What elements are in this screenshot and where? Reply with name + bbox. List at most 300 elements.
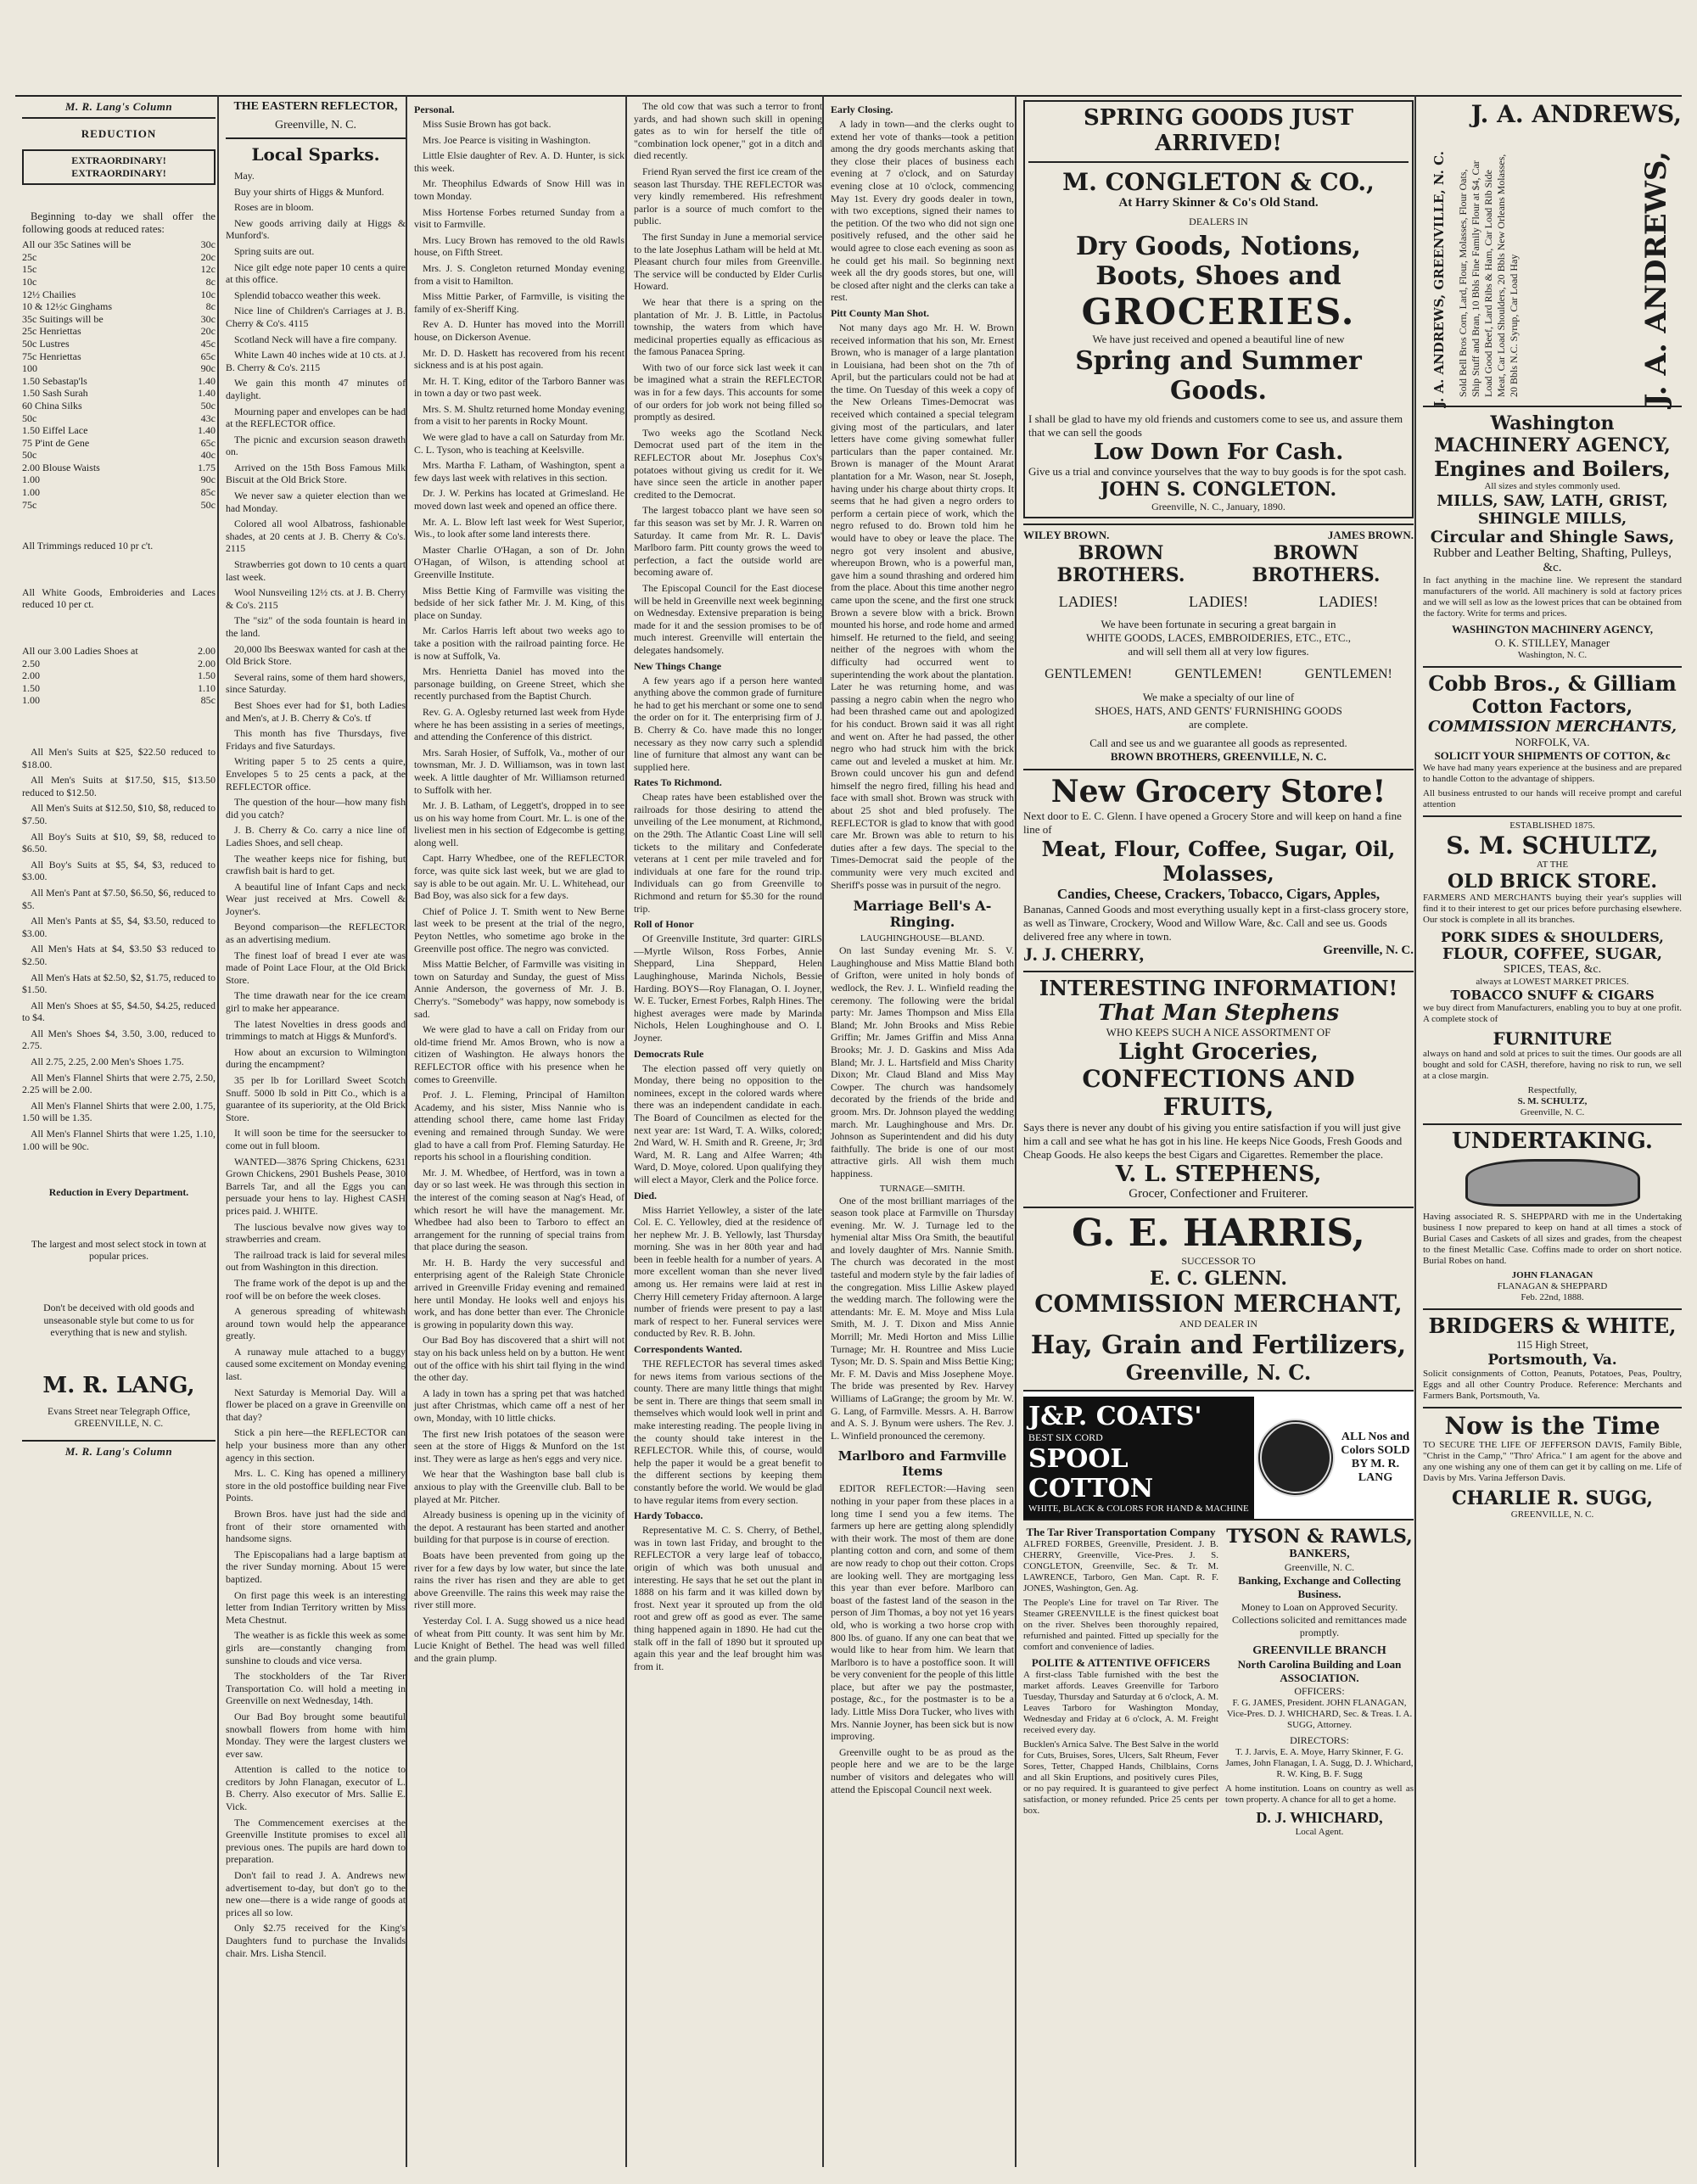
price-item: 35c Suitings will be	[22, 312, 104, 325]
ad-text: OFFICERS:	[1294, 1685, 1345, 1697]
mens-price-item: All Men's Shoes at $5, $4.50, $4.25, reduced to $4.	[22, 999, 216, 1024]
price-row	[22, 375, 216, 388]
price-item: 1.50 Sebastap'ls	[22, 374, 87, 387]
paper-title: THE EASTERN REFLECTOR,	[233, 100, 398, 113]
ad-headline: PORK SIDES & SHOULDERS,	[1441, 929, 1664, 945]
divider	[22, 1440, 216, 1442]
price-item: 1.50	[22, 681, 40, 694]
personal-item: Prof. J. L. Fleming, Principal of Hamilton Academy, and his sister, Miss Nannie who is attending school there, came home last Friday evening and remained through Sunday. We were glad to have a call from Prof. Fleming Saturday. He reports his school in a flourishing condition.	[414, 1089, 624, 1163]
ad-headline: North Carolina Building and Loan ASSOCIATION.	[1237, 1658, 1402, 1684]
local-item: Wool Nunsveiling 12½ cts. at J. B. Cherry & Co's. 2115	[226, 586, 406, 611]
ad-text: WHITE, BLACK & COLORS FOR HAND & MACHINE	[1028, 1504, 1249, 1514]
local-item: We gain this month 47 minutes of daylight.	[226, 377, 406, 401]
news-item: The old cow that was such a terror to front yards, and had shown such skill in opening gates as to win for herself the title of "combination lock opener," got in a ditch and died recently.	[634, 100, 822, 162]
mens-price-item: All Men's Pant at $7.50, $6.50, $6, reduced to $5.	[22, 886, 216, 911]
price-item: 2.00	[22, 669, 40, 682]
price-value: 10c	[200, 288, 216, 300]
mens-price-item: All Men's Hats at $2.50, $2, $1.75, reduced to $1.50.	[22, 971, 216, 996]
price-item: 50c Lustres	[22, 337, 70, 350]
ad-headline: SPRING GOODS JUST ARRIVED!	[1083, 105, 1354, 156]
department-text: Reduction in Every Department.	[48, 1186, 189, 1199]
ad-text: Washington, N. C.	[1517, 650, 1588, 660]
mens-price-item: All 2.75, 2.25, 2.00 Men's Shoes 1.75.	[31, 1056, 184, 1068]
personal-item: The first new Irish potatoes of the season were seen at the store of Higgs & Munford on the 1st inst. They were as large as hen's eggs and very nice.	[414, 1427, 624, 1464]
story-text: The election passed off very quietly on Monday, there being no opposition to the nominees, except in the colored wards where there was an independent candidate in each. The Board of Councilmen as elected for the next year are: 1st Ward, T. A. Wilks, colored; 2nd Ward, W. H. Smith and R. Greene, Jr; 3rd Ward, M. R. Lang and Alfee Warren; 4th Ward, D. Moye, colored. Upon qualifying they will elect a Mayor, Clerk and the Police force.	[634, 1061, 822, 1185]
personal-item: Little Elsie daughter of Rev. A. D. Hunter, is sick this week.	[414, 149, 624, 174]
ad-text: ALFRED FORBES, Greenville, President. J. B. CHERRY, Greenville, Vice-Pres. J. S. CONGLETON, Greenville, Sec. & Tr. M. LAWRENCE, Tarboro, Gen Man. Capt. R. F. JONES, Washington, Gen. Ag.	[1023, 1539, 1218, 1593]
price-value: 90c	[200, 362, 216, 375]
spool-icon	[1257, 1419, 1335, 1497]
personal-item: Master Charlie O'Hagan, a son of Dr. John O'Hagan, of Wilson, is attending school at Greenville Institute.	[414, 543, 624, 580]
divider	[226, 137, 406, 139]
price-value: 1.50	[198, 669, 216, 682]
ad-text: Grocer, Confectioner and Fruiterer.	[1129, 1187, 1308, 1201]
ad-text: Respectfully,	[1527, 1085, 1577, 1095]
mens-price-item: All Men's Flannel Shirts that were 2.00, 1.75, 1.50 will be 1.35.	[22, 1099, 216, 1124]
mens-price-item: All Men's Suits at $17.50, $15, $13.50 reduced to $12.50.	[22, 774, 216, 798]
mens-price-item: All Men's Suits at $25, $22.50 reduced to $18.00.	[22, 746, 216, 770]
personal-column	[411, 100, 628, 2159]
personal-item: Mr. Theophilus Edwards of Snow Hill was in town Monday.	[414, 177, 624, 202]
price-item: 1.50 Sash Surah	[22, 387, 88, 400]
price-row	[22, 486, 216, 499]
signature: CHARLIE R. SUGG,	[1452, 1487, 1653, 1509]
ad-text: Having associated R. S. SHEPPARD with me in the Undertaking business I now prepared to keep on hand at all times a stock of Burial Cases and Caskets of all sizes and grades, from the cheapest to the finest Metallic Case. Coffins made to order on short notice. Burial Robes on hand.	[1423, 1212, 1682, 1266]
extraordinary-label: EXTRAORDINARY!	[71, 167, 166, 179]
ad-text: SUCCESSOR TO	[1181, 1255, 1256, 1267]
local-item: Mrs. L. C. King has opened a millinery store in the old postoffice building near Five Points.	[226, 1467, 406, 1504]
ad-headline: S. M. SCHULTZ,	[1446, 832, 1659, 860]
ad-text: A home institution. Loans on country as well as town property. A chance for all to get a home.	[1225, 1784, 1414, 1805]
price-row	[22, 645, 216, 658]
ladies-label: LADIES!	[1319, 593, 1379, 610]
local-item: 20,000 lbs Beeswax wanted for cash at the Old Brick Store.	[226, 642, 406, 668]
ad-headline: E. C. GLENN.	[1149, 1268, 1288, 1290]
right-ads-column	[1420, 100, 1685, 2159]
ad-text: WHO KEEPS SUCH A NICE ASSORTMENT OF	[1106, 1026, 1331, 1039]
ad-text: Banking, Exchange and Collecting Business.	[1238, 1574, 1401, 1600]
ad-text: SHOES, HATS, AND GENTS' FURNISHING GOODS	[1095, 704, 1342, 717]
advertisements-column	[1020, 100, 1417, 2159]
news-item: Two weeks ago the Scotland Neck Democrat used part of the item in the REFLECTOR about Mr. Josephus Cox's potatoes without giving us credit for it. We have since seen the article in another paper credited to the Democrat.	[634, 426, 822, 501]
local-item: The stockholders of the Tar River Transportation Co. will hold a meeting in Greenville on next Wednesday, 14th.	[226, 1670, 406, 1707]
local-item: Stick a pin here—the REFLECTOR can help your business more than any other agency in this section.	[226, 1426, 406, 1464]
price-row	[22, 313, 216, 326]
price-row	[22, 362, 216, 375]
harris-ad	[1023, 1207, 1414, 1385]
owner-name: WILEY BROWN.	[1023, 529, 1110, 541]
subhead: Correspondents Wanted.	[634, 1343, 742, 1356]
ad-headline: Cotton Factors,	[1471, 696, 1633, 718]
local-item: New goods arriving daily at Higgs & Munford's.	[226, 216, 406, 242]
ad-headline: New Grocery Store!	[1050, 774, 1386, 809]
price-value: 1.40	[198, 387, 216, 400]
ad-text: DIRECTORS:	[1290, 1734, 1349, 1746]
personal-item: We were glad to have a call on Friday from our old-time friend Mr. Amos Brown, who is now a citizen of Washington. He always honors the REFLECTOR office with his presence when he comes to Greenville.	[414, 1023, 624, 1085]
price-value: 85c	[200, 694, 216, 707]
ad-text: always at LOWEST MARKET PRICES.	[1476, 977, 1629, 987]
local-item: The Episcopalians had a large baptism at the river Sunday morning. About 15 were baptized.	[226, 1548, 406, 1585]
ad-headline: Circular and Shingle Saws,	[1430, 528, 1675, 546]
local-sparks-column	[222, 100, 409, 2159]
subhead: LAUGHINGHOUSE—BLAND.	[860, 933, 985, 944]
personal-item: Miss Bettie King of Farmville was visiting the bedside of her sick father Mr. J. M. King, of this place on Sunday.	[414, 584, 624, 621]
ad-headline: CONFECTIONS AND FRUITS,	[1082, 1065, 1355, 1121]
price-row	[22, 449, 216, 462]
local-item: Splendid tobacco weather this week.	[234, 288, 381, 301]
schultz-ad	[1423, 815, 1682, 1118]
ad-text: Portsmouth, Va.	[1487, 1352, 1617, 1369]
local-item: 35 per lb for Lorillard Sweet Scotch Snuff. 5000 lb sold in Pitt Co., which is a guarantee of its superiority, at the Old Brick Store.	[226, 1074, 406, 1123]
ad-headline: Hay, Grain and Fertilizers,	[1030, 1330, 1407, 1360]
personal-item: Boats have been prevented from going up the river for a few days by low water, but since the late rains the river has risen and they are able to get above Greenville. The rains this week may raise the river still more.	[414, 1548, 624, 1611]
shoe-list	[22, 645, 216, 707]
price-item: 75c Henriettas	[22, 350, 81, 362]
signature: S. M. SCHULTZ,	[1517, 1096, 1588, 1106]
personal-item: Mr. J. M. Whedbee, of Hertford, was in town a day or so last week. He was through this section in the interest of the coming season at Nag's Head, of which resort he will have the management. Mr. Whedbee had also been to Tarboro to effect an arrangement for the running of special trains from that place during the season.	[414, 1166, 624, 1253]
personal-item: Mrs. Joe Pearce is visiting in Washington.	[423, 133, 591, 146]
subhead: Pitt County Man Shot.	[831, 306, 930, 319]
local-item: The weather is as fickle this week as some girls are—constantly changing from sunshine to clouds and vice versa.	[226, 1629, 406, 1666]
signature: JOHN S. CONGLETON.	[1100, 479, 1337, 501]
ad-text: 115 High Street,	[1515, 1338, 1589, 1351]
price-row	[22, 437, 216, 450]
price-row	[22, 412, 216, 425]
mens-price-item: All Boy's Suits at $5, $4, $3, reduced to $3.00.	[22, 858, 216, 883]
mens-price-item: All Men's Shoes $4, 3.50, 3.00, reduced to 2.75.	[22, 1027, 216, 1052]
subhead: New Things Change	[634, 659, 722, 672]
ad-text: I shall be glad to have my old friends and customers come to see us, and assure them that we can sell the goods	[1028, 412, 1403, 439]
ad-headline: SPOOL COTTON	[1028, 1444, 1154, 1504]
local-item: Spring suits are out.	[234, 244, 315, 257]
ad-headline: FLOUR, COFFEE, SUGAR,	[1442, 945, 1663, 963]
price-item: 50c	[22, 412, 37, 424]
news-item: The Episcopal Council for the East diocese will be held in Greenville next week beginning on Wednesday. Extensive preparation is being made for it and the session promises to be of much interest. Greenville will entertain the delegates handsomely.	[634, 581, 822, 656]
mens-price-item: All Boy's Suits at $10, $9, $8, reduced to $6.50.	[22, 830, 216, 855]
undertaking-ad	[1423, 1123, 1682, 1303]
local-item: White Lawn 40 inches wide at 10 cts. at J. B. Cherry & Co's. 2115	[226, 349, 406, 373]
ad-text: TO SECURE THE LIFE OF JEFFERSON DAVIS, Family Bible, "Christ in the Camp," "Thro' Africa." I am agent for the above and any one wishing any one of them can get it by calling on me. Life of Davis by Mrs. Varina Jefferson Davis.	[1423, 1440, 1682, 1483]
price-item: 60 China Silks	[22, 399, 82, 412]
subhead: TURNAGE—SMITH.	[879, 1183, 966, 1194]
ad-text: FARMERS AND MERCHANTS buying their year's supplies will find it to their interest to get our prices before purchasing elsewhere. Our stock is complete in all its branches.	[1423, 893, 1682, 925]
ad-text: We have just received and opened a beautiful line of new	[1092, 333, 1345, 345]
local-item: Our Bad Boy brought some beautiful snowball flowers from home with him Monday. They were the largest clusters we ever saw.	[226, 1710, 406, 1760]
local-item: The time drawath near for the ice cream girl to make her appearance.	[226, 989, 406, 1015]
subhead: Roll of Honor	[634, 918, 694, 931]
gentlemen-label: GENTLEMEN!	[1045, 667, 1133, 681]
signature-row	[1023, 944, 1414, 966]
gentlemen-row	[1023, 667, 1414, 682]
price-row	[22, 400, 216, 412]
personal-item: We were glad to have a call on Saturday from Mr. C. L. Tyson, who is teaching at Keelsville.	[414, 431, 624, 456]
ad-headline: OLD BRICK STORE.	[1448, 871, 1657, 893]
personal-item: Mrs. Lucy Brown has removed to the old Rawls house, on Fifth Street.	[414, 233, 624, 259]
local-item: It will soon be time for the seersucker to come out in full bloom.	[226, 1127, 406, 1151]
local-item: The railroad track is laid for several miles out from Washington in this direction.	[226, 1248, 406, 1274]
ad-text: BEST SIX CORD	[1028, 1431, 1103, 1443]
ad-text: we buy direct from Manufacturers, enabling you to buy at one profit. A complete stock of	[1423, 1003, 1682, 1024]
vertical-text: J. A. ANDREWS,	[1639, 151, 1673, 407]
ladies-label: LADIES!	[1058, 593, 1118, 610]
news-column	[630, 100, 826, 2159]
ad-headline: COMMISSION MERCHANTS,	[1427, 718, 1677, 736]
price-value: 30c	[200, 238, 216, 251]
ad-text: Next door to E. C. Glenn. I have opened a Grocery Store and will keep on hand a fine line of	[1023, 809, 1402, 836]
local-item: Best Shoes ever had for $1, both Ladies and Men's, at J. B. Cherry & Co's. tf	[226, 698, 406, 724]
personal-list	[414, 118, 624, 1664]
price-row	[22, 251, 216, 264]
tar-river-ad	[1023, 1526, 1218, 1838]
ad-text: All business entrusted to our hands will receive prompt and careful attention	[1423, 788, 1682, 809]
bridgers-ad	[1423, 1308, 1682, 1402]
ad-text: always on hand and sold at prices to suit the times. Our goods are all bought and sold for CASH, therefore, having no risk to run, we sell at a close margin.	[1423, 1049, 1682, 1081]
ad-text: We make a specialty of our line of	[1142, 691, 1295, 703]
local-item: Don't fail to read J. A. Andrews new advertisement to-day, but don't go to the new one—there is a wide range of goods at prices all so low.	[226, 1869, 406, 1918]
mens-price-item: All Men's Flannel Shirts that were 2.75, 2.50, 2.25 will be 2.00.	[22, 1071, 216, 1096]
signature: D. J. WHICHARD,	[1256, 1809, 1383, 1826]
price-value: 1.40	[198, 424, 216, 437]
ad-headline: BRIDGERS & WHITE,	[1428, 1313, 1677, 1338]
price-value: 45c	[200, 337, 216, 350]
sparks-list	[226, 170, 406, 1959]
ad-headline: Greenville, N. C.	[1125, 1360, 1312, 1385]
personal-item: Miss Susie Brown has got back.	[423, 118, 552, 130]
personal-item: Mr. D. D. Haskett has recovered from his recent sickness and is at his post again.	[414, 346, 624, 372]
personal-item: Mr. Carlos Harris left about two weeks ago to take a position with the railroad painting force. He is now at Suffolk, Va.	[414, 624, 624, 662]
price-row	[22, 325, 216, 338]
early-closing-column	[827, 100, 1017, 2159]
price-value: 1.75	[198, 461, 216, 473]
ad-text: Bananas, Canned Goods and most everything usually kept in a first-class grocery store, as well as Tinware, Crockery, Wood and Willow Ware, &c. Call and see us. Goods delivered free any where in town.	[1023, 903, 1409, 943]
personal-item: Dr. J. W. Perkins has located at Grimesland. He moved down last week and opened an office there.	[414, 487, 624, 512]
price-value: 90c	[200, 473, 216, 486]
ad-text: SOLICIT YOUR SHIPMENTS OF COTTON, &c	[1434, 749, 1671, 762]
news-item: The first Sunday in June a memorial service to the late Josephus Latham will be held at Mt. Pleasant church four miles from Greenville. The service will be conducted by Elder Curlis Howard.	[634, 230, 822, 293]
personal-item: Mr. J. B. Latham, of Leggett's, dropped in to see us on his way home from Court. Mr. L. is one of the liveliest men in his section of Edgecombe is getting along well.	[414, 799, 624, 848]
story-text: Miss Harriet Yellowley, a sister of the late Col. E. C. Yellowley, died at the residence of her nephew Mr. J. B. Yellowly, last Thursday morning. She was in her 80th year and had been in feeble health for a number of years. A more excellent woman than she never lived among us. Her remains were laid at rest in Cherry Hill cemetery Friday afternoon. A large number of friends were present to pay a last mark of respect to her. Funeral services were conducted by Rev. R. B. John.	[634, 1203, 822, 1340]
local-item: Roses are in bloom.	[234, 201, 314, 214]
price-row	[22, 694, 216, 707]
signature: V. L. STEPHENS,	[1115, 1162, 1322, 1187]
local-item: Writing paper 5 to 25 cents a quire, Envelopes 5 to 25 cents a pack, at the REFLECTOR office.	[226, 755, 406, 792]
divider	[22, 117, 216, 119]
price-item: 50c	[22, 449, 37, 462]
personal-item: We hear that the Washington base ball club is anxious to play with the Greenville club. Ball to be played at Mr. Pitcher.	[414, 1468, 624, 1505]
dealers-label: DEALERS IN	[1189, 216, 1248, 227]
ad-text: and will sell them all at very low figures.	[1128, 645, 1309, 658]
story-text: Greenville ought to be as proud as the people here and we are to be the large number of visitors and delegates who will attend the Episcopal Council next week.	[831, 1745, 1014, 1795]
ad-headline: J. A. ANDREWS,	[1470, 100, 1682, 128]
personal-item: Miss Mittie Parker, of Farmville, is visiting the family of ex-Sheriff King.	[414, 290, 624, 315]
local-item: May.	[234, 170, 255, 182]
price-item: 75c	[22, 498, 37, 511]
casket-icon	[1465, 1159, 1640, 1207]
price-value: 40c	[200, 449, 216, 462]
local-item: Nice line of Children's Carriages at J. B. Cherry & Co's. 4115	[226, 305, 406, 329]
price-item: 2.50	[22, 657, 40, 669]
price-row	[22, 263, 216, 276]
ad-headline: Candies, Cheese, Crackers, Tobacco, Cigars, Apples,	[1056, 886, 1381, 902]
personal-item: Mr. A. L. Blow left last week for West Superior, Wis., to look after some land interests there.	[414, 515, 624, 540]
price-row	[22, 300, 216, 313]
ad-text: Greenville, N. C.	[1520, 1107, 1585, 1117]
price-item: 1.00	[22, 486, 40, 499]
price-row	[22, 387, 216, 400]
ad-text: Greenville, N. C., January, 1890.	[1151, 501, 1285, 512]
local-item: Only $2.75 received for the King's Daughters fund to purchase the Invalids chair. Mrs. Lisha Stencil.	[226, 1922, 406, 1959]
local-item: Buy your shirts of Higgs & Munford.	[234, 185, 384, 198]
personal-item: Miss Mattie Belcher, of Farmville was visiting in town on Saturday and Sunday, the guest of Miss Annie Anderson, the governess of Mr. J. B. Cherry's. "Somebody" was happy, now somebody is sad.	[414, 958, 624, 1020]
ad-headline: Meat, Flour, Coffee, Sugar, Oil, Molasses,	[1041, 837, 1396, 886]
trimmings-text: All Trimmings reduced 10 pr c't.	[22, 540, 154, 552]
personal-item: Already business is opening up in the vicinity of the depot. A restaurant has been started and another building for that purpose is in course of erection.	[414, 1509, 624, 1546]
subhead: Early Closing.	[831, 104, 893, 115]
extraordinary-label: EXTRAORDINARY!	[71, 154, 166, 166]
ad-text: Feb. 22nd, 1888.	[1521, 1292, 1584, 1302]
price-item: 10 & 12½c Ginghams	[22, 300, 112, 313]
price-value: 20c	[200, 250, 216, 263]
price-value: 1.40	[198, 374, 216, 387]
local-item: Beyond comparison—the REFLECTOR as an advertising medium.	[226, 921, 406, 946]
gentlemen-label: GENTLEMEN!	[1174, 667, 1263, 681]
ad-headline: GROCERIES.	[1081, 291, 1356, 333]
brand-name: J&P. COATS'	[1028, 1402, 1202, 1431]
vertical-text: J. A. ANDREWS, GREENVILLE, N. C.	[1431, 151, 1447, 407]
price-item: 10c	[22, 275, 37, 288]
ad-text: AT THE	[1536, 860, 1569, 870]
ad-text: NORFOLK, VA.	[1515, 736, 1590, 748]
news-list	[634, 100, 822, 657]
mens-price-item: All Men's Suits at $12.50, $10, $8, reduced to $7.50.	[22, 802, 216, 826]
coats-ad	[1023, 1390, 1414, 1520]
lang-name: M. R. LANG,	[42, 1372, 195, 1398]
price-value: 65c	[200, 350, 216, 362]
ad-text: Collections solicited and remittances made promptly.	[1232, 1614, 1407, 1638]
ad-headline: GREENVILLE BRANCH	[1252, 1644, 1386, 1657]
story-text: Cheap rates have been established over the railroads for those desiring to attend the unveiling of the Lee monument, at Richmond, on the 29th. The Atlantic Coast Line will sell tickets to the military and Confederate veterans at 1 cent per mile traveled and for individuals at one fare for the round trip. Individuals can go from Greenville to Richmond and return for $5.30 for the round trip.	[634, 791, 822, 915]
ad-text: Money to Loan on Approved Security.	[1241, 1601, 1398, 1613]
price-row	[22, 424, 216, 437]
marriage-heading: Marriage Bell's A-Ringing.	[853, 898, 992, 931]
price-item: All our 35c Satines will be	[22, 238, 132, 251]
price-value: 2.00	[198, 645, 216, 658]
price-item: 1.50 Eiffel Lace	[22, 424, 88, 437]
local-item: The picnic and excursion season draweth on.	[226, 433, 406, 458]
local-item: We never saw a quieter election than we had Monday.	[226, 490, 406, 514]
local-item: This month has five Thursdays, five Fridays and five Saturdays.	[226, 727, 406, 752]
ad-text: F. G. JAMES, President. JOHN FLANAGAN, Vice-Pres. D. J. WHICHARD, Sec. & Treas. I. A. SUGG, Attorney.	[1226, 1698, 1413, 1730]
top-rule	[15, 95, 1682, 97]
price-item: All our 3.00 Ladies Shoes at	[22, 645, 138, 658]
ad-text: Local Agent.	[1295, 1827, 1344, 1837]
subhead: Hardy Tobacco.	[634, 1509, 703, 1522]
mens-price-item: All Men's Flannel Shirts that were 1.25, 1.10, 1.00 will be 90c.	[22, 1128, 216, 1152]
local-item: Mourning paper and envelopes can be had at the REFLECTOR office.	[226, 405, 406, 430]
deceived-text: Don't be deceived with old goods and unseasonable style but come to us for everything that is new and stylish.	[43, 1302, 194, 1339]
ladies-row	[1023, 593, 1414, 611]
paper-place: Greenville, N. C.	[274, 119, 357, 132]
ad-text: All sizes and styles commonly used.	[1484, 481, 1621, 491]
ad-text: Greenville, N. C.	[1284, 1561, 1355, 1573]
coats-panel	[1023, 1397, 1254, 1519]
ad-text: Rubber and Leather Belting, Shafting, Pulleys, &c.	[1433, 546, 1672, 574]
ad-text: The People's Line for travel on Tar River. The Steamer GREENVILLE is the finest quickest boat on the river. Shelves been thoroughly repaired, refurnished and painted. Fitted up specially for the comfort and convenience of ladies.	[1023, 1598, 1218, 1652]
local-item: Colored all wool Albatross, fashionable shades, at 20 cents at J. B. Cherry & Co's. 2115	[226, 518, 406, 555]
ad-headline: TOBACCO SNUFF & CIGARS	[1450, 988, 1655, 1003]
divider	[1028, 161, 1409, 163]
ad-text: T. J. Jarvis, E. A. Moye, Harry Skinner, F. G. James, John Flanagan, I. A. Sugg, D. J. Whichard, R. W. King, B. F. Sugg	[1225, 1747, 1414, 1779]
story-text: EDITOR REFLECTOR:—Having seen nothing in your paper from these places in a long time I send you a few items. The farmers up here are getting along splendidly with their work. The most of them are done planting cotton and corn, and some of them are now ready to chop out their cotton. Crops are looking well. They are mortgaging less this year than ever before. Marlboro can boast of the fastest land of the season in the person of Jim Thomas, a boy not yet 16 years old, who is working a two horse crop with 800 lbs. of guano. If any one can beat that we would like to hear from him. We learn that Marlboro is to have a postoffice soon. It will be very convenient for the people of this little place, but after we pay the postmaster, postage, &c., for the postmaster is to be a lady. Little Miss Dora Tucker, who lives with Mrs. Nannie Joyner, has been sick but is now improving.	[831, 1482, 1014, 1743]
local-item: A runaway mule attached to a buggy caused some excitement on Monday evening last.	[226, 1345, 406, 1383]
firm-name: M. CONGLETON & CO.,	[1062, 168, 1375, 196]
ad-headline: MILLS, SAW, LATH, GRIST, SHINGLE MILLS,	[1437, 492, 1668, 528]
lang-address: Evans Street near Telegraph Office, GREENVILLE, N. C.	[47, 1404, 191, 1430]
local-item: The "siz" of the soda fountain is heard in the land.	[226, 614, 406, 639]
reduction-heading: REDUCTION	[81, 127, 157, 140]
personal-item: A lady in town has a spring pet that was hatched just after Christmas, which came off a nest of her own, Monday, with 10 little chicks.	[414, 1386, 624, 1424]
machinery-ad	[1423, 412, 1682, 661]
price-value: 50c	[200, 498, 216, 511]
price-row	[22, 350, 216, 363]
price-row	[22, 473, 216, 486]
news-item: The largest tobacco plant we have seen so far this season was set by Mr. J. R. Warren on Saturday. It came from Mr. R. L. Davis' Marlboro farm. Pitt county grows the weed to perfection, a fact the outside world are becoming aware of.	[634, 504, 822, 579]
white-goods-text: All White Goods, Embroideries and Laces reduced 10 per ct.	[22, 585, 216, 611]
price-item: 12½ Chailies	[22, 288, 76, 300]
price-value: 8c	[205, 275, 216, 288]
local-item: The weather keeps nice for fishing, but crawfish bait is hard to get.	[226, 852, 406, 877]
personal-item: Our Bad Boy has discovered that a shirt will not stay on his back unless held on by a button. He went out of the office with his shirt tail flying in the wind the other day.	[414, 1334, 624, 1384]
column-header: M. R. Lang's Column	[64, 100, 173, 113]
column-footer: M. R. Lang's Column	[64, 1444, 173, 1458]
price-item: 2.00 Blouse Waists	[22, 461, 100, 473]
ad-text: Solicit consignments of Cotton, Peanuts, Potatoes, Peas, Poultry, Eggs and all other Country Produce. Reference: Merchants and Farmers Bank, Portsmouth, Va.	[1423, 1369, 1682, 1401]
local-item: Nice gilt edge note paper 10 cents a quire at this office.	[226, 260, 406, 286]
price-item: 15c	[22, 263, 37, 276]
ad-text: ALL Nos and Colors SOLD BY M. R. LANG	[1341, 1431, 1410, 1484]
ad-text: GREENVILLE, N. C.	[1510, 1509, 1594, 1520]
price-row	[22, 276, 216, 288]
price-value: 1.10	[198, 681, 216, 694]
local-item: The question of the hour—how many fish did you catch?	[226, 796, 406, 820]
story-text: On last Sunday evening Mr. S. V. Laughinghouse and Miss Mattie Bland both of Grifton, were united in holy bonds of wedlock, the Rev. J. L. Winfield reading the ceremony. The following were the bridal party: Mr. James Thompson and Miss Ella Bland; Mr. John Brooks and Miss Rebie Griffin; Mr. James Griffin and Miss Anna Brooks; Mr. J. D. Gaskins and Miss Ada Bland; Mr. J. L. Hartsfield and Miss Charity Dixon; Mr. Claud Bland and Miss May Cowper. The church was handsomely decorated by the friends of the bride and groom. Mrs. Dr. Johnson played the wedding march. Mr. Laughinghouse and Mrs. Dr. Johnson as Superintendent and did his duty faithfully. The bride is one of our most attractive girls. All wish them much happiness.	[831, 944, 1014, 1179]
signature: JOHN FLANAGAN	[1511, 1270, 1593, 1280]
ad-text: AND DEALER IN	[1179, 1318, 1257, 1330]
ad-headline: Washington MACHINERY AGENCY,	[1434, 412, 1671, 456]
price-value: 85c	[200, 486, 216, 499]
mens-price-item: All Men's Hats at $4, $3.50 $3 reduced to $2.50.	[22, 943, 216, 967]
local-item: A beautiful line of Infant Caps and neck Wear just received at Mrs. Cowell & Joyner's.	[226, 880, 406, 917]
personal-item: Mrs. Henrietta Daniel has moved into the parsonage building, on Greene Street, which she recently purchased from the Baptist Church.	[414, 665, 624, 703]
bank-ad	[1225, 1526, 1414, 1838]
place: Greenville, N. C.	[1323, 944, 1414, 957]
ad-text: Says there is never any doubt of his giving you entire satisfaction if you will just give him a call and see what he has got in his line. He keeps Nice Goods, Fresh Goods and Cheap Goods. He also keeps the best Cigars and Cigarettes. Remember the place.	[1023, 1121, 1403, 1161]
ad-text: Bucklen's Arnica Salve. The Best Salve in the world for Cuts, Bruises, Sores, Ulcers, Salt Rheum, Fever Sores, Tetter, Chapped Hands, Chilblains, Corns and all Skin Eruptions, and positively cures Piles, or no pay required. It is guaranteed to give perfect satisfaction, or money refunded. Price 25 cents per box.	[1023, 1739, 1218, 1816]
personal-item: Mrs. Martha F. Latham, of Washington, spent a few days last week with relatives in this section.	[414, 459, 624, 484]
story-text: One of the most brilliant marriages of the season took place at Farmville on Thursday evening. Mr. W. J. Turnage led to the hymenial altar Miss Ora Smith, the beautiful and lovely daughter of Mrs. Nannie Smith. The church was decorated in the most tasteful and modern style by the fair ladies of the congregation. Miss Lillie Askew played the wedding march. The following were the attendants: Mr. E. M. Moye and Miss Lula Smith, M. J. T. Dixon and Miss Annie Morrill; Mr. Medi Horton and Miss Lillie Turnage; Mr. H. Rountree and Miss Lucie Tyson; Mr. D. S. Spain and Miss Bettie King; Mr. F. M. Davis and Miss Josephene Moye. The bride was presented by Rev. Harvey Williams of LaGrange; the groom by Mr. W. G. Lang, of Farmville. Messrs. A. H. Barrow and A. S. J. Bynum were ushers. The Rev. J. L. Winfield pronounced the ceremony.	[831, 1194, 1014, 1442]
personal-item: Rev. G. A. Oglesby returned last week from Hyde where he has been assisting in a series of meetings, and attending the Conference of this district.	[414, 705, 624, 743]
personal-item: Capt. Harry Whedbee, one of the REFLECTOR force, was quite sick last week, but we are glad to say is able to be out again. Mr. U. L. Whitehead, our Bad Boy, was also sick for a few days.	[414, 852, 624, 902]
local-item: On first page this week is an interesting letter from Indian Territory written by Miss Meta Chestnut.	[226, 1588, 406, 1626]
local-item: The Commencement exercises at the Greenville Institute promises to excel all previous ones. The pupils are hard down to preparation.	[226, 1816, 406, 1866]
price-row	[22, 238, 216, 251]
grocery-ad	[1023, 769, 1414, 966]
local-item: Attention is called to the notice to creditors by John Flanagan, executor of L. B. Cherry. Also executor of Mrs. Sallie E. Vick.	[226, 1763, 406, 1813]
ad-text: BANKERS,	[1289, 1548, 1350, 1560]
mens-list	[22, 746, 216, 1152]
lang-column	[19, 100, 219, 2159]
local-item: Next Saturday is Memorial Day. Will a flower be placed on a grave in Greenville on that day?	[226, 1386, 406, 1423]
